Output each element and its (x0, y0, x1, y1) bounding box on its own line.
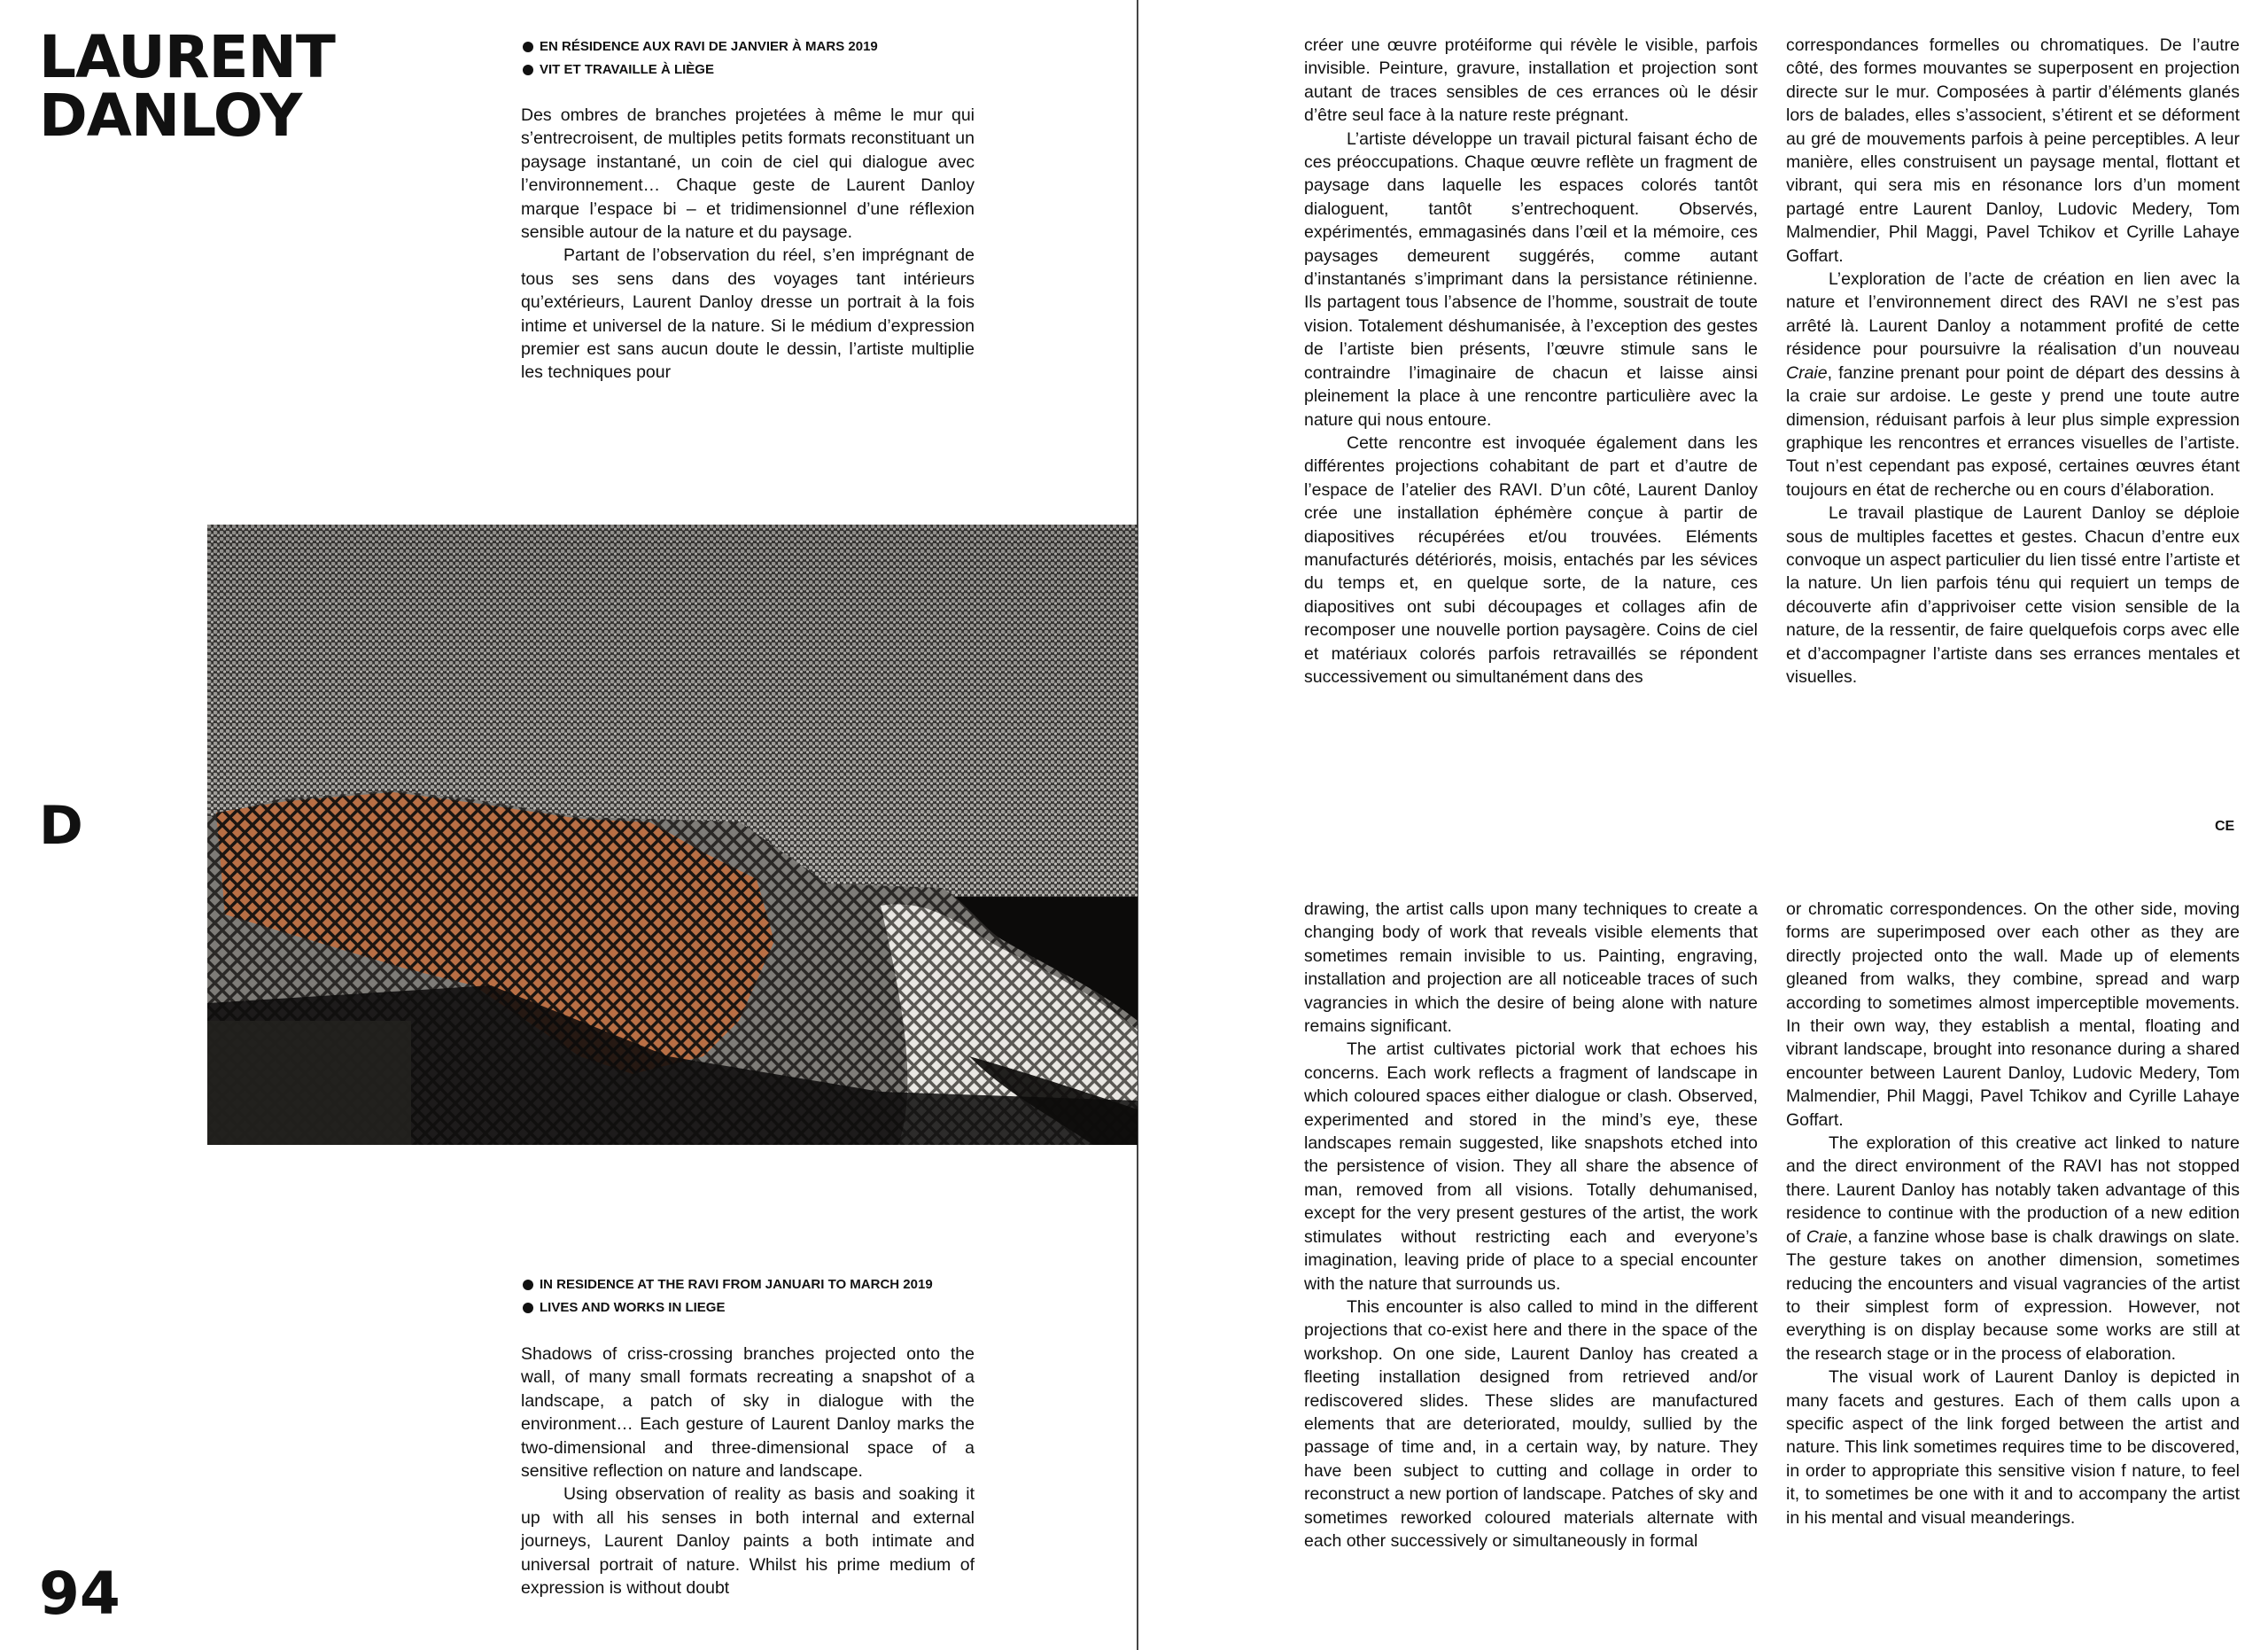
fr-tag-lives: VIT ET TRAVAILLE À LIÈGE (523, 58, 878, 82)
projection-photo-illustration (207, 525, 1138, 1145)
en-body-column-2 (1786, 898, 2240, 1529)
body-paragraph: The artist cultivates pictorial work that echoes his concerns. Each work reflects a fragment of landscape in which coloured spaces either dialogue or clash. Observed, experimented and stored in the mind’s eye, these landscapes remain suggested, like snapshots etched into the persistence of vision. They all share the absence of man, removed from all visions. Totally dehumanised, except for the very present gestures of the artist, the work stimulates without restricting each and everyone’s imagination, leaving pride of place to a special encounter with the nature that surrounds us. (1304, 1039, 1758, 1294)
body-paragraph: créer une œuvre protéiforme qui révèle le visible, parfois invisible. Peinture, gravure, installation et projection sont autant de traces sensibles de ces errances où le désir d’être seul face à la nature reste prégnant. (1304, 35, 1758, 126)
bullet-icon (523, 65, 533, 75)
fr-residence-tags (523, 35, 878, 82)
body-paragraph: Le travail plastique de Laurent Danloy se déploie sous de multiples facettes et gestes. Chacun d’entre eux convoque un aspect particulier du lien tissé entre l’artiste et la nature. Un lien parfois ténu qui requiert un temps de découverte afin d’apprivoiser cette vision sensible de la nature, de la ressentir, de faire quelquefois corps avec elle et d’accompagner l’artiste dans ses errances mentales et visuelles. (1786, 503, 2240, 687)
en-intro-paragraph: Using observation of reality as basis and soaking it up with all his senses in both internal and external journeys, Laurent Danloy paints a both intimate and universal portrait of nature. Whilst his prime medium of expression is without doubt (521, 1484, 975, 1599)
fr-tag-residence: EN RÉSIDENCE AUX RAVI DE JANVIER À MARS 2019 (523, 35, 878, 58)
fr-body-column-1 (1304, 34, 1758, 689)
artwork-photo (207, 525, 1138, 1145)
fanzine-title: Craie (1806, 1226, 1848, 1247)
body-paragraph: correspondances formelles ou chromatiques. De l’autre côté, des formes mouvantes se superposent en projection directe sur le mur. Composées à partir d’éléments glanés lors de balades, elles s’associent, s’étirent et se déforment au gré de mouvements parfois à peine perceptibles. A leur manière, elles construisent un paysage mental, flottant et vibrant, qui sera mis en résonance lors d’un moment partagé entre Laurent Danloy, Ludovic Medery, Tom Malmendier, Phil Maggi, Pavel Tchikov et Cyrille Lahaye Goffart. (1786, 35, 2240, 266)
bullet-icon (523, 42, 533, 52)
en-tag-residence: IN RESIDENCE AT THE RAVI FROM JANUARI TO MARCH 2019 (523, 1273, 933, 1296)
page-number: 94 (39, 1560, 120, 1628)
en-body-column-1 (1304, 898, 1758, 1553)
body-paragraph: Cette rencontre est invoquée également dans les différentes projections cohabitant de part et d’autre de l’espace de l’atelier des RAVI. D’un côté, Laurent Danloy crée une installation éphémère conçue à partir de diapositives récupérées et/ou trouvées. Eléments manufacturés détériorés, moisis, entachés par les sévices du temps et, en quelque sorte, de la nature, ces diapositives ont subi découpages et collages afin de recomposer une nouvelle portion paysagère. Coins de ciel et matériaux colorés parfois retravaillés se répondent successivement ou simultanément dans des (1304, 432, 1758, 687)
fr-intro-paragraph: Partant de l’observation du réel, s’en imprégnant de tous ses sens dans des voyages tant intérieurs qu’extérieurs, Laurent Danloy dresse un portrait à la fois intime et universel de la nature. Si le médium d’expression premier est sans aucun doute le dessin, l’artiste multiplie les techniques pour (521, 245, 975, 383)
body-paragraph: The exploration of this creative act linked to nature and the direct environment of the RAVI has not stopped there. Laurent Danloy has notably taken advantage of this residence to continue with the production of a new edition of Craie, a fanzine whose base is chalk drawings on slate. The gesture takes on another dimension, sometimes reducing the encounters and visual vagrancies of the artist to their simplest form of expression. However, not everything is on display because some works are still at the research stage or in the process of elaboration. (1786, 1133, 2240, 1364)
fr-intro-paragraph: Des ombres de branches projetées à même le mur qui s’entrecroisent, de multiples petits formats reconstituant un paysage instantané, un coin de ciel qui dialogue avec l’environnement… Chaque geste de Laurent Danloy marque l’espace bi – et tridimensionnel d’une réflexion sensible autour de la nature et du paysage. (521, 105, 975, 243)
fr-body-column-2 (1786, 34, 2240, 689)
author-initials: CE (2215, 819, 2235, 834)
body-paragraph: L’artiste développe un travail pictural faisant écho de ces préoccupations. Chaque œuvre reflète un fragment de paysage dans laquelle les espaces colorés tantôt dialoguent, tantôt s’entrechoquent. Observés, expérimentés, emmagasinés dans l’œil et la mémoire, ces paysages demeurent suggérés, comme autant d’instantanés s’imprimant dans la persistance rétinienne. Ils partagent tous l’absence de l’homme, soustrait de toute vision. Totalement déshumanisée, à l’exception des gestes de l’artiste bien présents, l’œuvre stimule sans le contraindre l’imaginaire de chacun et laisse ainsi pleinement la place à une rencontre particulière avec la nature qui nous entoure. (1304, 128, 1758, 430)
body-paragraph: L’exploration de l’acte de création en lien avec la nature et l’environnement direct des RAVI ne s’est pas arrêté là. Laurent Danloy a notamment profité de cette résidence pour poursuivre la réalisation d’un nouveau Craie, fanzine prenant pour point de départ des dessins à la craie sur ardoise. Le geste y prend une toute autre dimension, réduisant parfois à leur plus simple expression graphique les rencontres et errances visuelles de l’artiste. Tout n’est cependant pas exposé, certaines œuvres étant toujours en état de recherche ou en cours d’élaboration. (1786, 269, 2240, 500)
bullet-icon (523, 1303, 533, 1313)
body-paragraph: The visual work of Laurent Danloy is depicted in many facets and gestures. Each of them calls upon a specific aspect of the link forged between the artist and nature. This link sometimes requires time to be discovered, in order to appropriate this sensitive vision f nature, to feel it, to sometimes be one with it and to accompany the artist in his mental and visual meanderings. (1786, 1367, 2240, 1528)
artist-name-title (39, 23, 482, 150)
en-residence-tags (523, 1273, 933, 1319)
body-paragraph: or chromatic correspondences. On the other side, moving forms are superimposed over each other as they are directly projected onto the wall. Made up of elements gleaned from walks, they combine, spread and warp according to sometimes almost imperceptible movements. In their own way, they establish a mental, floating and vibrant landscape, brought into resonance during a shared encounter between Laurent Danloy, Ludovic Medery, Tom Malmendier, Phil Maggi, Pavel Tchikov and Cyrille Lahaye Goffart. (1786, 899, 2240, 1130)
fanzine-title: Craie (1786, 362, 1828, 383)
section-letter: D (39, 795, 83, 857)
bullet-icon (523, 1280, 533, 1290)
en-tag-lives: LIVES AND WORKS IN LIEGE (523, 1296, 933, 1319)
en-intro-paragraph: Shadows of criss-crossing branches projected onto the wall, of many small formats recreating a snapshot of a landscape, a patch of sky in dialogue with the environment… Each gesture of Laurent Danloy marks the two-dimensional and three-dimensional space of a sensitive reflection on nature and landscape. (521, 1344, 975, 1482)
title-line-last: DANLOY (39, 82, 302, 150)
body-paragraph: This encounter is also called to mind in the different projections that co-exist here and there in the space of the workshop. On one side, Laurent Danloy has created a fleeting installation designed from retrieved and/or rediscovered slides. These slides are manufactured elements that are deteriorated, mouldy, sullied by the passage of time and, in a certain way, by nature. They have been subject to cutting and collage in order to reconstruct a new portion of landscape. Patches of sky and sometimes reworked coloured materials alternate with each other successively or simultaneously in formal (1304, 1296, 1758, 1551)
title-line-first: LAURENT (39, 23, 335, 91)
body-paragraph: drawing, the artist calls upon many techniques to create a changing body of work that reveals visible elements that sometimes remain invisible to us. Painting, engraving, installation and projection are all noticeable traces of such vagrancies in which the desire of being alone with nature remains significant. (1304, 899, 1758, 1037)
en-intro-column (521, 1343, 975, 1599)
fr-intro-column (521, 104, 975, 385)
